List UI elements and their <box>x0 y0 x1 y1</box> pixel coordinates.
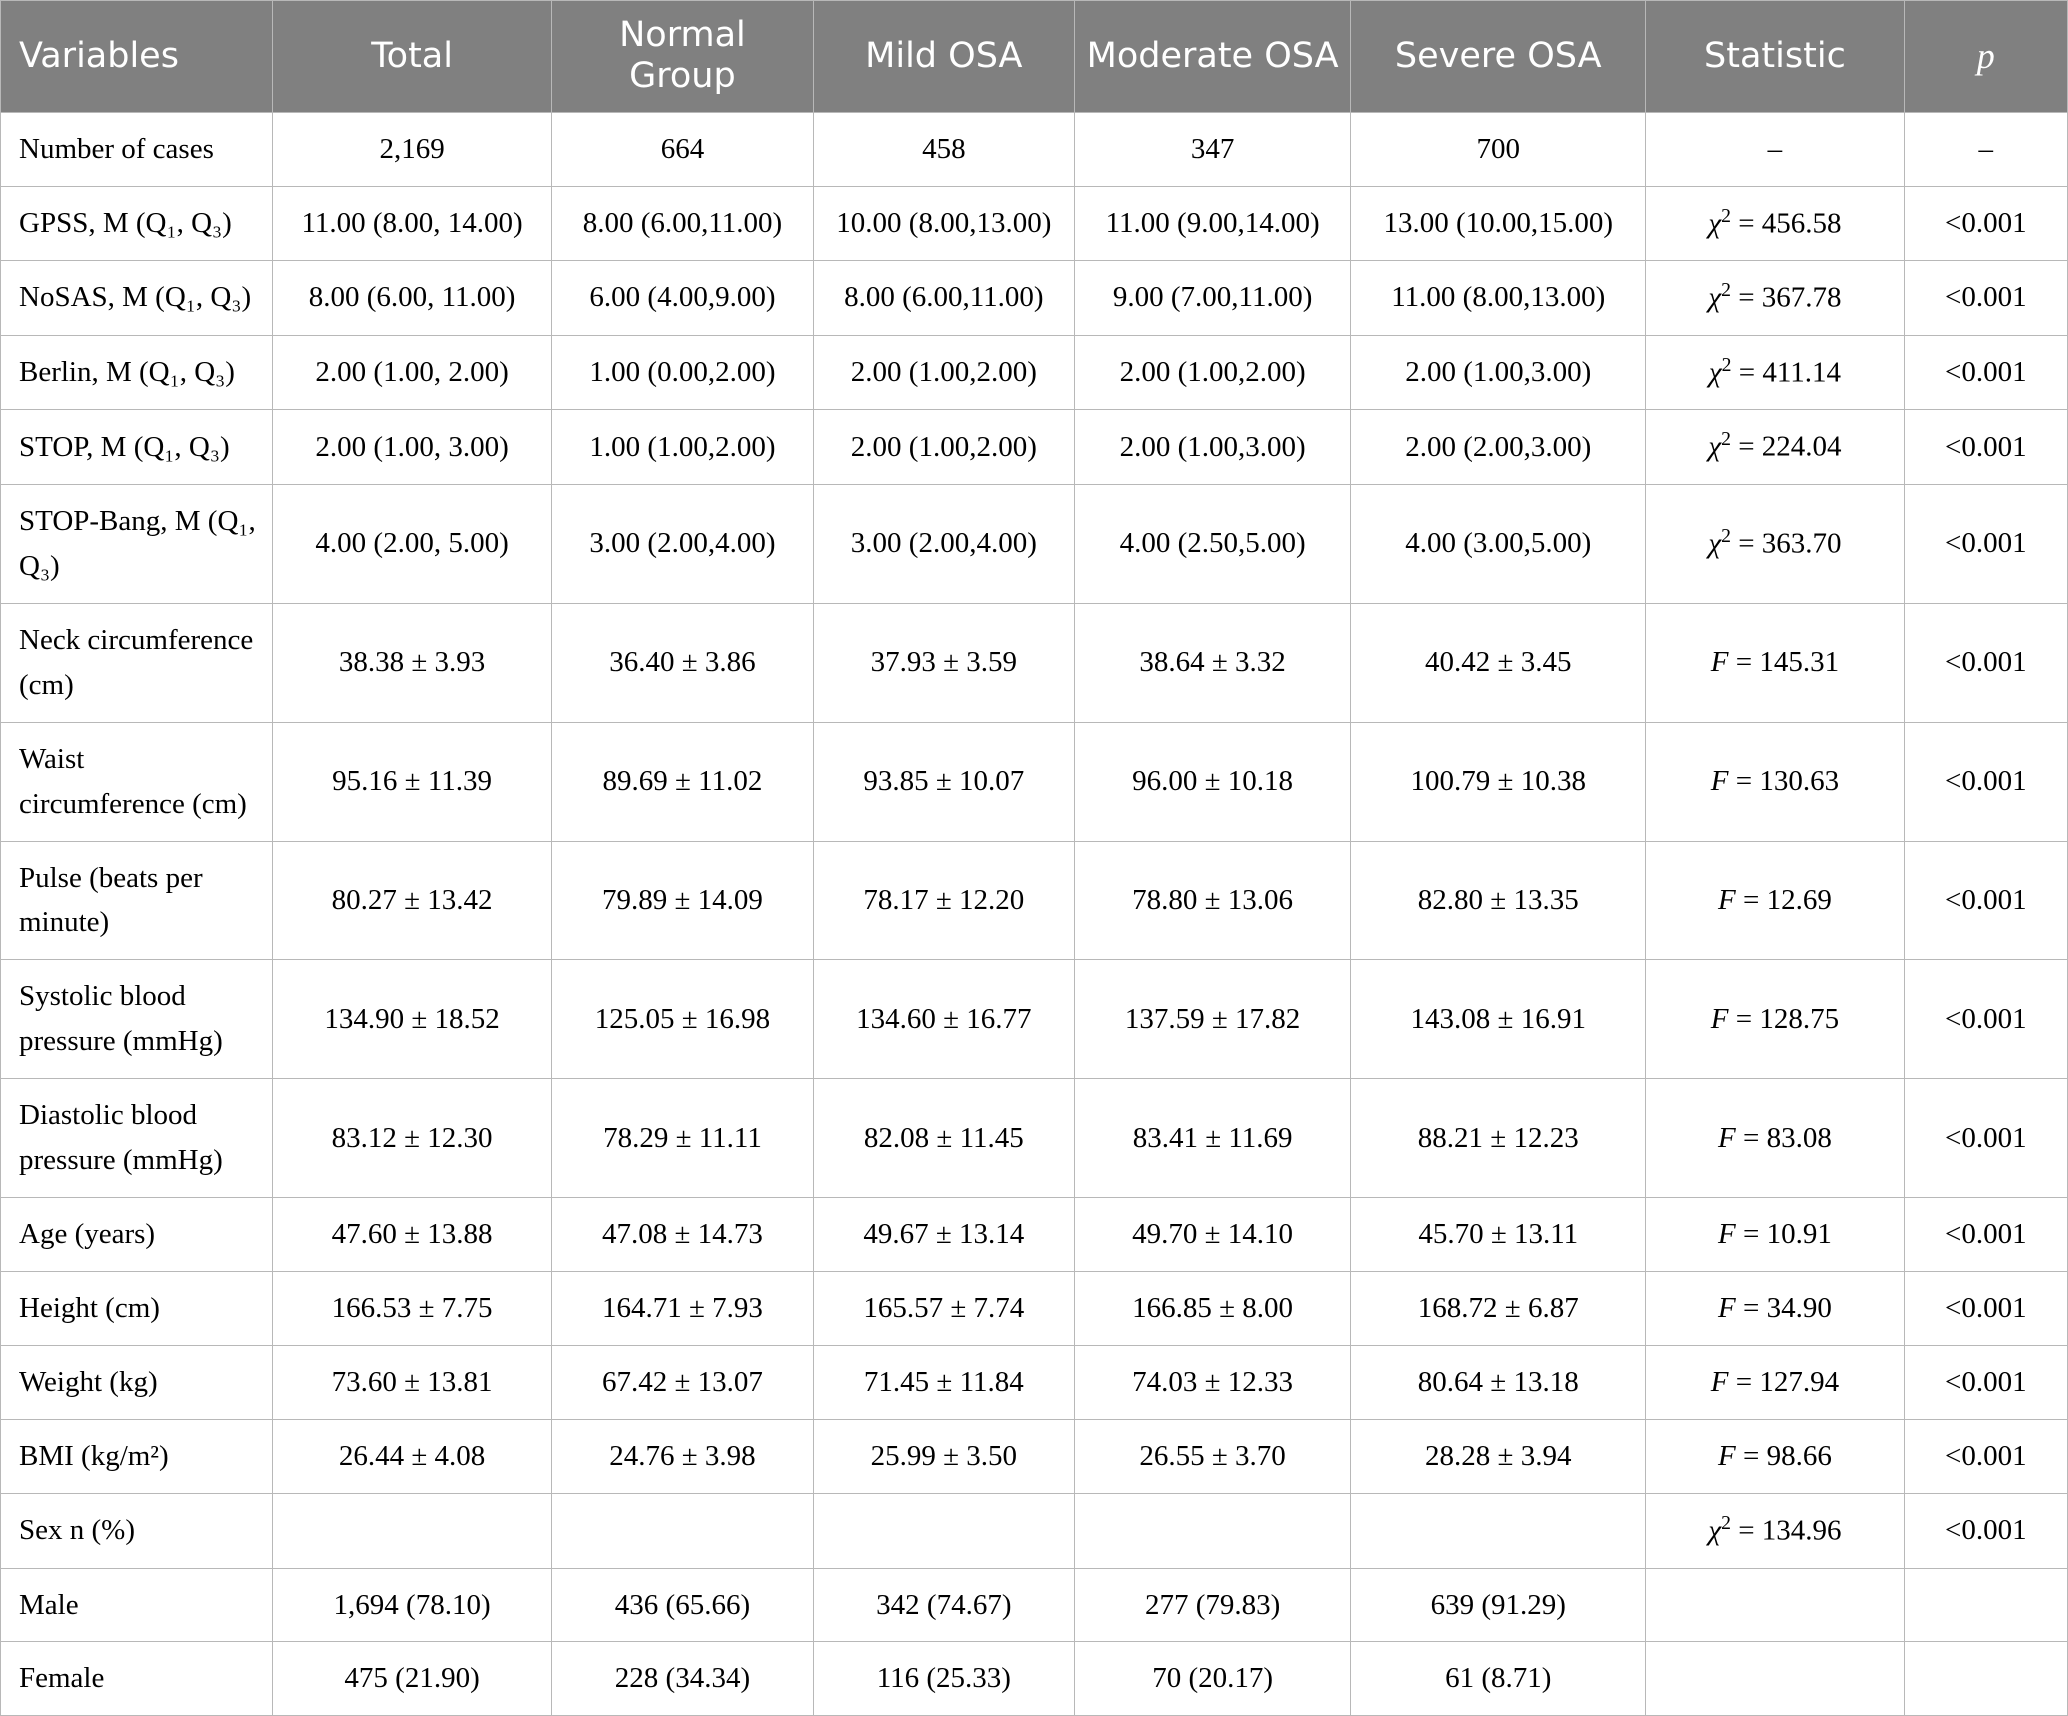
cell-mild-osa: 2.00 (1.00,2.00) <box>813 335 1074 410</box>
table-row <box>1 841 2068 960</box>
table-row <box>1 960 2068 1079</box>
cell-normal-group: 664 <box>552 112 813 186</box>
cell-moderate-osa: 4.00 (2.50,5.00) <box>1075 484 1351 603</box>
table-row <box>1 1272 2068 1346</box>
cell-p-value: <0.001 <box>1904 261 2067 336</box>
cell-severe-osa: 143.08 ± 16.91 <box>1351 960 1646 1079</box>
cell-statistic: F = 12.69 <box>1646 841 1904 960</box>
cell-mild-osa: 78.17 ± 12.20 <box>813 841 1074 960</box>
cell-statistic: $\chi^2 = 456.58$ <box>1646 186 1904 261</box>
cell-variable: BMI (kg/m²) <box>1 1419 273 1493</box>
cell-p-value <box>1904 1642 2067 1716</box>
cell-moderate-osa: 137.59 ± 17.82 <box>1075 960 1351 1079</box>
cell-statistic: $\chi^2 = 134.96$ <box>1646 1493 1904 1568</box>
cell-normal-group: 125.05 ± 16.98 <box>552 960 813 1079</box>
cell-normal-group: 436 (65.66) <box>552 1568 813 1642</box>
cell-p-value <box>1904 1568 2067 1642</box>
cell-p-value: <0.001 <box>1904 1079 2067 1198</box>
cell-moderate-osa: 78.80 ± 13.06 <box>1075 841 1351 960</box>
cell-variable: Number of cases <box>1 112 273 186</box>
cell-moderate-osa: 26.55 ± 3.70 <box>1075 1419 1351 1493</box>
cell-normal-group: 67.42 ± 13.07 <box>552 1346 813 1420</box>
cell-severe-osa: 13.00 (10.00,15.00) <box>1351 186 1646 261</box>
cell-normal-group: 164.71 ± 7.93 <box>552 1272 813 1346</box>
cell-normal-group: 89.69 ± 11.02 <box>552 722 813 841</box>
cell-total: 166.53 ± 7.75 <box>272 1272 551 1346</box>
cell-p-value: <0.001 <box>1904 1198 2067 1272</box>
cell-moderate-osa: 96.00 ± 10.18 <box>1075 722 1351 841</box>
cell-total: 2.00 (1.00, 3.00) <box>272 410 551 485</box>
cell-variable: Waist circumference (cm) <box>1 722 273 841</box>
cell-total: 95.16 ± 11.39 <box>272 722 551 841</box>
cell-statistic: – <box>1646 112 1904 186</box>
cell-moderate-osa: 70 (20.17) <box>1075 1642 1351 1716</box>
cell-mild-osa <box>813 1493 1074 1568</box>
cell-severe-osa: 80.64 ± 13.18 <box>1351 1346 1646 1420</box>
cell-moderate-osa: 166.85 ± 8.00 <box>1075 1272 1351 1346</box>
cell-p-value: <0.001 <box>1904 603 2067 722</box>
cell-mild-osa: 49.67 ± 13.14 <box>813 1198 1074 1272</box>
cell-mild-osa: 3.00 (2.00,4.00) <box>813 484 1074 603</box>
cell-p-value: <0.001 <box>1904 410 2067 485</box>
cell-statistic <box>1646 1568 1904 1642</box>
table-row <box>1 484 2068 603</box>
cell-normal-group: 47.08 ± 14.73 <box>552 1198 813 1272</box>
cell-total: 8.00 (6.00, 11.00) <box>272 261 551 336</box>
cell-p-value: <0.001 <box>1904 1272 2067 1346</box>
cell-severe-osa: 82.80 ± 13.35 <box>1351 841 1646 960</box>
table-row <box>1 335 2068 410</box>
cell-severe-osa: 61 (8.71) <box>1351 1642 1646 1716</box>
cell-mild-osa: 116 (25.33) <box>813 1642 1074 1716</box>
cell-statistic: F = 128.75 <box>1646 960 1904 1079</box>
cell-normal-group: 3.00 (2.00,4.00) <box>552 484 813 603</box>
cell-severe-osa: 2.00 (1.00,3.00) <box>1351 335 1646 410</box>
cell-p-value: <0.001 <box>1904 186 2067 261</box>
cell-statistic: F = 145.31 <box>1646 603 1904 722</box>
table-row <box>1 186 2068 261</box>
cell-severe-osa: 40.42 ± 3.45 <box>1351 603 1646 722</box>
cell-total: 47.60 ± 13.88 <box>272 1198 551 1272</box>
table-row <box>1 112 2068 186</box>
table-row <box>1 1079 2068 1198</box>
cell-normal-group: 24.76 ± 3.98 <box>552 1419 813 1493</box>
cell-total: 11.00 (8.00, 14.00) <box>272 186 551 261</box>
cell-normal-group: 36.40 ± 3.86 <box>552 603 813 722</box>
cell-moderate-osa: 11.00 (9.00,14.00) <box>1075 186 1351 261</box>
cell-normal-group: 78.29 ± 11.11 <box>552 1079 813 1198</box>
cell-severe-osa <box>1351 1493 1646 1568</box>
cell-p-value: <0.001 <box>1904 1419 2067 1493</box>
cell-total: 2.00 (1.00, 2.00) <box>272 335 551 410</box>
cell-severe-osa: 28.28 ± 3.94 <box>1351 1419 1646 1493</box>
cell-variable: Neck circumference (cm) <box>1 603 273 722</box>
cell-p-value: <0.001 <box>1904 841 2067 960</box>
cell-moderate-osa: 83.41 ± 11.69 <box>1075 1079 1351 1198</box>
cell-severe-osa: 88.21 ± 12.23 <box>1351 1079 1646 1198</box>
cell-variable: Age (years) <box>1 1198 273 1272</box>
table-row <box>1 261 2068 336</box>
cell-moderate-osa: 277 (79.83) <box>1075 1568 1351 1642</box>
cell-p-value: <0.001 <box>1904 1493 2067 1568</box>
cell-statistic: $\chi^2 = 224.04$ <box>1646 410 1904 485</box>
cell-mild-osa: 10.00 (8.00,13.00) <box>813 186 1074 261</box>
cell-normal-group: 1.00 (0.00,2.00) <box>552 335 813 410</box>
cell-total: 38.38 ± 3.93 <box>272 603 551 722</box>
cell-statistic: F = 127.94 <box>1646 1346 1904 1420</box>
cell-severe-osa: 700 <box>1351 112 1646 186</box>
cell-moderate-osa: 2.00 (1.00,3.00) <box>1075 410 1351 485</box>
cell-total: 134.90 ± 18.52 <box>272 960 551 1079</box>
cell-severe-osa: 11.00 (8.00,13.00) <box>1351 261 1646 336</box>
cell-normal-group <box>552 1493 813 1568</box>
cell-statistic: $\chi^2 = 411.14$ <box>1646 335 1904 410</box>
column-header-severe-osa: Severe OSA <box>1351 1 1646 113</box>
column-header-variables: Variables <box>1 1 273 113</box>
cell-variable: STOP, M (Q₁, Q₃) <box>1 410 273 485</box>
cell-variable: Male <box>1 1568 273 1642</box>
cell-severe-osa: 100.79 ± 10.38 <box>1351 722 1646 841</box>
cell-moderate-osa: 347 <box>1075 112 1351 186</box>
cell-variable: Female <box>1 1642 273 1716</box>
cell-p-value: <0.001 <box>1904 484 2067 603</box>
cell-statistic: F = 83.08 <box>1646 1079 1904 1198</box>
table-row <box>1 1642 2068 1716</box>
cell-p-value: <0.001 <box>1904 1346 2067 1420</box>
table-row <box>1 1198 2068 1272</box>
cell-mild-osa: 71.45 ± 11.84 <box>813 1346 1074 1420</box>
cell-total: 83.12 ± 12.30 <box>272 1079 551 1198</box>
cell-statistic <box>1646 1642 1904 1716</box>
cell-variable: STOP-Bang, M (Q₁, Q₃) <box>1 484 273 603</box>
column-header-total: Total <box>272 1 551 113</box>
column-header-p-value: p <box>1904 1 2067 113</box>
cell-total: 73.60 ± 13.81 <box>272 1346 551 1420</box>
cell-variable: Diastolic blood pressure (mmHg) <box>1 1079 273 1198</box>
table-row <box>1 410 2068 485</box>
cell-p-value: <0.001 <box>1904 722 2067 841</box>
cell-statistic: F = 34.90 <box>1646 1272 1904 1346</box>
cell-variable: Weight (kg) <box>1 1346 273 1420</box>
cell-severe-osa: 45.70 ± 13.11 <box>1351 1198 1646 1272</box>
cell-mild-osa: 93.85 ± 10.07 <box>813 722 1074 841</box>
cell-statistic: F = 10.91 <box>1646 1198 1904 1272</box>
cell-p-value: <0.001 <box>1904 960 2067 1079</box>
cell-statistic: F = 98.66 <box>1646 1419 1904 1493</box>
cell-total: 26.44 ± 4.08 <box>272 1419 551 1493</box>
cell-statistic: F = 130.63 <box>1646 722 1904 841</box>
table-row <box>1 1493 2068 1568</box>
cell-statistic: $\chi^2 = 367.78$ <box>1646 261 1904 336</box>
cell-moderate-osa: 49.70 ± 14.10 <box>1075 1198 1351 1272</box>
cell-variable: Sex n (%) <box>1 1493 273 1568</box>
cell-mild-osa: 165.57 ± 7.74 <box>813 1272 1074 1346</box>
table-header <box>1 1 2068 113</box>
cell-normal-group: 228 (34.34) <box>552 1642 813 1716</box>
cell-normal-group: 79.89 ± 14.09 <box>552 841 813 960</box>
column-header-mild-osa: Mild OSA <box>813 1 1074 113</box>
cell-normal-group: 1.00 (1.00,2.00) <box>552 410 813 485</box>
cell-moderate-osa: 2.00 (1.00,2.00) <box>1075 335 1351 410</box>
cell-variable: GPSS, M (Q₁, Q₃) <box>1 186 273 261</box>
cell-mild-osa: 2.00 (1.00,2.00) <box>813 410 1074 485</box>
table-row <box>1 722 2068 841</box>
cell-total: 1,694 (78.10) <box>272 1568 551 1642</box>
cell-p-value: <0.001 <box>1904 335 2067 410</box>
cell-moderate-osa <box>1075 1493 1351 1568</box>
cell-statistic: $\chi^2 = 363.70$ <box>1646 484 1904 603</box>
cell-mild-osa: 82.08 ± 11.45 <box>813 1079 1074 1198</box>
table-row <box>1 603 2068 722</box>
table-header-row <box>1 1 2068 113</box>
cell-total: 80.27 ± 13.42 <box>272 841 551 960</box>
cell-variable: NoSAS, M (Q₁, Q₃) <box>1 261 273 336</box>
column-header-normal-group: Normal Group <box>552 1 813 113</box>
cell-p-value: – <box>1904 112 2067 186</box>
table-row <box>1 1568 2068 1642</box>
column-header-moderate-osa: Moderate OSA <box>1075 1 1351 113</box>
cell-severe-osa: 639 (91.29) <box>1351 1568 1646 1642</box>
cell-mild-osa: 342 (74.67) <box>813 1568 1074 1642</box>
table-row <box>1 1419 2068 1493</box>
table-body <box>1 112 2068 1716</box>
table-row <box>1 1346 2068 1420</box>
cell-mild-osa: 37.93 ± 3.59 <box>813 603 1074 722</box>
cell-total: 4.00 (2.00, 5.00) <box>272 484 551 603</box>
cell-mild-osa: 134.60 ± 16.77 <box>813 960 1074 1079</box>
cell-mild-osa: 458 <box>813 112 1074 186</box>
cell-total <box>272 1493 551 1568</box>
column-header-statistic: Statistic <box>1646 1 1904 113</box>
cell-severe-osa: 4.00 (3.00,5.00) <box>1351 484 1646 603</box>
cell-total: 2,169 <box>272 112 551 186</box>
cell-mild-osa: 8.00 (6.00,11.00) <box>813 261 1074 336</box>
cell-normal-group: 8.00 (6.00,11.00) <box>552 186 813 261</box>
cell-severe-osa: 168.72 ± 6.87 <box>1351 1272 1646 1346</box>
cell-mild-osa: 25.99 ± 3.50 <box>813 1419 1074 1493</box>
cell-variable: Systolic blood pressure (mmHg) <box>1 960 273 1079</box>
cell-variable: Pulse (beats per minute) <box>1 841 273 960</box>
cell-moderate-osa: 38.64 ± 3.32 <box>1075 603 1351 722</box>
cell-variable: Berlin, M (Q₁, Q₃) <box>1 335 273 410</box>
cell-variable: Height (cm) <box>1 1272 273 1346</box>
cell-severe-osa: 2.00 (2.00,3.00) <box>1351 410 1646 485</box>
cell-moderate-osa: 9.00 (7.00,11.00) <box>1075 261 1351 336</box>
cell-moderate-osa: 74.03 ± 12.33 <box>1075 1346 1351 1420</box>
cell-normal-group: 6.00 (4.00,9.00) <box>552 261 813 336</box>
cell-total: 475 (21.90) <box>272 1642 551 1716</box>
